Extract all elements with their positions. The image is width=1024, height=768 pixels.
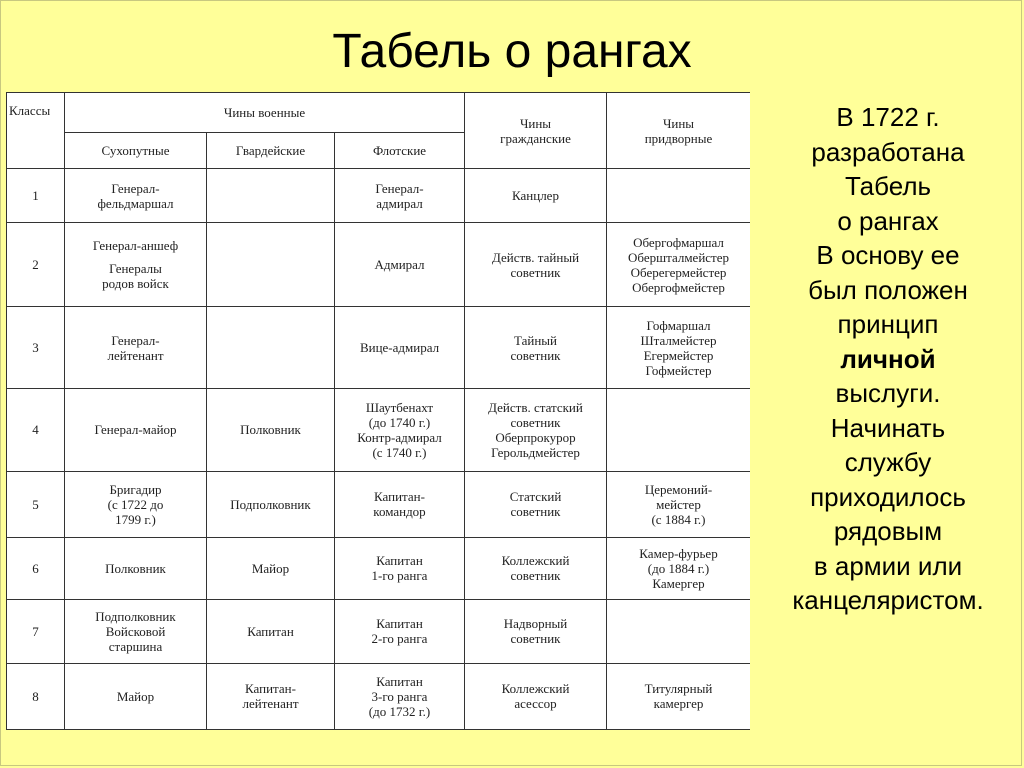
- side-text-line: Табель: [844, 171, 932, 201]
- rank-cell-line: асессор: [514, 696, 557, 712]
- header-civil: [465, 93, 607, 169]
- rank-cell-line: лейтенант: [242, 696, 299, 712]
- rank-cell-court: [607, 537, 751, 599]
- rank-cell-civil: [465, 599, 607, 663]
- rank-cell-civil: [465, 471, 607, 537]
- rank-cell-guards: [207, 223, 335, 307]
- rank-cell-land: [65, 389, 207, 471]
- rank-cell-court: [607, 307, 751, 389]
- class-number: 8: [7, 663, 65, 729]
- rank-cell-civil: [465, 663, 607, 729]
- rank-cell-guards: [207, 537, 335, 599]
- rank-cell-land: [65, 307, 207, 389]
- rank-cell-court: [607, 389, 751, 471]
- rank-cell-naval: [335, 389, 465, 471]
- class-number: 2: [7, 223, 65, 307]
- rank-cell-line: Статский: [509, 489, 562, 505]
- rank-cell-guards: [207, 169, 335, 223]
- rank-cell-line: Адмирал: [374, 257, 425, 273]
- rank-cell-line: Генералы: [109, 261, 162, 277]
- rank-cell-line: командор: [373, 504, 426, 520]
- rank-cell-line: Капитан: [376, 553, 423, 569]
- rank-cell-line: Камер-фурьер: [639, 545, 718, 561]
- rank-cell-civil: [465, 307, 607, 389]
- table-row: [7, 471, 751, 537]
- rank-cell-line: адмирал: [376, 195, 423, 211]
- header-court-line-2: придворные: [644, 130, 713, 146]
- rank-cell-line: Полковник: [240, 422, 301, 438]
- rank-cell-line: Коллежский: [501, 681, 570, 697]
- rank-cell-line: Генерал-майор: [94, 422, 177, 438]
- rank-cell-line: Тайный: [514, 332, 557, 348]
- rank-cell-guards: [207, 307, 335, 389]
- rank-cell-land: [65, 169, 207, 223]
- rank-cell-line: Капитан: [247, 623, 294, 639]
- rank-cell-court: [607, 599, 751, 663]
- rank-cell-naval: [335, 537, 465, 599]
- rank-cell-line: Надворный: [503, 616, 568, 632]
- side-text-line: выслуги.: [835, 378, 941, 408]
- side-text-line: был положен: [808, 274, 968, 305]
- rank-cell-line: Герольдмейстер: [491, 444, 580, 460]
- class-number: 7: [7, 599, 65, 663]
- rank-cell-court: [607, 223, 751, 307]
- rank-cell-naval: [335, 223, 465, 307]
- table-of-ranks: [6, 92, 750, 730]
- table-row: [7, 223, 751, 307]
- header-court: [607, 93, 751, 169]
- rank-cell-naval: [335, 169, 465, 223]
- rank-cell-line: Капитан: [376, 616, 423, 632]
- rank-cell-court: [607, 663, 751, 729]
- side-text-line: службу: [844, 447, 932, 477]
- rank-cell-line: Канцлер: [512, 188, 559, 204]
- class-number: 1: [7, 169, 65, 223]
- side-text-line: в армии или: [813, 550, 963, 581]
- rank-cell-line: камергер: [653, 696, 704, 712]
- header-naval: Флотские: [335, 133, 465, 169]
- rank-cell-line: Вице-адмирал: [359, 340, 440, 356]
- rank-cell-line: лейтенант: [107, 347, 164, 363]
- table-row: [7, 599, 751, 663]
- side-text-line: канцеляристом.: [792, 585, 984, 615]
- rank-cell-line: Егермейстер: [643, 347, 714, 363]
- rank-cell-line: советник: [510, 414, 561, 430]
- rank-cell-line: Контр-адмирал: [357, 429, 442, 445]
- rank-cell-line: Майор: [251, 560, 290, 576]
- rank-cell-line: (с 1884 г.): [651, 511, 706, 527]
- side-text-line: В 1722 г.: [836, 102, 940, 132]
- class-number: 4: [7, 389, 65, 471]
- table-row: [7, 537, 751, 599]
- rank-cell-line: Капитан-: [374, 489, 425, 505]
- class-number: 5: [7, 471, 65, 537]
- class-number: 3: [7, 307, 65, 389]
- rank-cell-line: (до 1884 г.): [647, 560, 710, 576]
- rank-cell-court: [607, 169, 751, 223]
- rank-cell-line: Капитан-: [245, 681, 296, 697]
- rank-cell-line: Обершталмейстер: [628, 249, 729, 265]
- rank-cell-line: мейстер: [656, 496, 701, 512]
- rank-cell-line: Гофмаршал: [646, 317, 711, 333]
- side-text-line: рядовым: [833, 516, 943, 546]
- rank-cell-line: Капитан: [376, 673, 423, 689]
- rank-cell-naval: [335, 599, 465, 663]
- rank-cell-line: 1-го ранга: [371, 568, 428, 584]
- rank-cell-line: Бригадир: [109, 481, 162, 497]
- rank-cell-line: советник: [510, 504, 561, 520]
- rank-cell-line: Обергофмейстер: [632, 279, 725, 295]
- rank-cell-line: Полковник: [105, 560, 166, 576]
- rank-cell-line: Шталмейстер: [640, 332, 717, 348]
- side-text-line: приходилось: [810, 481, 966, 512]
- rank-cell-line: 2-го ранга: [371, 631, 428, 647]
- rank-cell-line: Генерал-: [111, 332, 160, 348]
- ranks-table: [6, 92, 750, 730]
- header-guards: Гвардейские: [207, 133, 335, 169]
- rank-cell-line: 1799 г.): [115, 511, 156, 527]
- rank-cell-land: [65, 223, 207, 307]
- rank-cell-line: Титулярный: [644, 681, 713, 697]
- rank-cell-guards: [207, 663, 335, 729]
- rank-cell-line: советник: [510, 568, 561, 584]
- rank-cell-line: Генерал-аншеф: [92, 238, 179, 254]
- side-description: [752, 100, 1024, 618]
- rank-cell-line: (до 1732 г.): [368, 703, 431, 719]
- rank-cell-line: Войсковой: [105, 623, 166, 639]
- rank-cell-line: Генерал-: [375, 180, 424, 196]
- side-text-line: принцип: [837, 309, 939, 339]
- table-row: [7, 307, 751, 389]
- side-text-line: о рангах: [837, 205, 939, 236]
- rank-cell-civil: [465, 223, 607, 307]
- rank-cell-line: Оберпрокурор: [495, 429, 576, 445]
- rank-cell-line: Церемоний-: [644, 481, 713, 497]
- rank-cell-line: Камергер: [652, 575, 705, 591]
- header-civil-line-1: Чины: [519, 115, 552, 131]
- rank-cell-naval: [335, 663, 465, 729]
- rank-cell-line: Обергофмаршал: [633, 234, 724, 250]
- rank-cell-line: Оберегермейстер: [630, 264, 727, 280]
- rank-cell-court: [607, 471, 751, 537]
- rank-cell-naval: [335, 307, 465, 389]
- table-row: [7, 389, 751, 471]
- rank-cell-line: Действ. тайный: [491, 249, 580, 265]
- rank-cell-land: [65, 537, 207, 599]
- rank-cell-line: Подполковник: [95, 608, 176, 624]
- rank-cell-line: фельдмаршал: [97, 195, 174, 211]
- rank-cell-land: [65, 599, 207, 663]
- header-land: Сухопутные: [65, 133, 207, 169]
- ranks-table-body: [7, 169, 751, 730]
- side-text-line: разработана: [811, 136, 965, 167]
- rank-cell-line: Действ. статский: [488, 399, 583, 415]
- slide-title: Табель о рангах: [332, 25, 692, 78]
- rank-cell-civil: [465, 389, 607, 471]
- rank-cell-line: 3-го ранга: [371, 688, 428, 704]
- class-number: 6: [7, 537, 65, 599]
- rank-cell-line: родов войск: [102, 276, 169, 292]
- rank-cell-guards: [207, 599, 335, 663]
- rank-cell-line: Генерал-: [111, 180, 160, 196]
- rank-cell-civil: [465, 537, 607, 599]
- rank-cell-line: советник: [510, 631, 561, 647]
- side-text-line: Начинать: [830, 412, 946, 443]
- rank-cell-line: Майор: [116, 688, 155, 704]
- rank-cell-line: (до 1740 г.): [368, 414, 431, 430]
- rank-cell-land: [65, 471, 207, 537]
- rank-cell-line: советник: [510, 264, 561, 280]
- header-classes: Классы: [7, 93, 65, 169]
- side-text-line: личной: [840, 343, 936, 374]
- header-civil-line-2: гражданские: [500, 130, 571, 146]
- rank-cell-line: Подполковник: [230, 496, 311, 512]
- rank-cell-naval: [335, 471, 465, 537]
- rank-cell-line: (с 1740 г.): [372, 444, 427, 460]
- rank-cell-line: Шаутбенахт: [365, 399, 434, 415]
- rank-cell-guards: [207, 471, 335, 537]
- rank-cell-land: [65, 663, 207, 729]
- rank-cell-guards: [207, 389, 335, 471]
- table-row: [7, 663, 751, 729]
- rank-cell-line: старшина: [108, 638, 163, 654]
- side-text-line: В основу ее: [816, 240, 960, 270]
- rank-cell-line: Коллежский: [501, 553, 570, 569]
- rank-cell-civil: [465, 169, 607, 223]
- header-court-line-1: Чины: [662, 115, 695, 131]
- rank-cell-line: советник: [510, 347, 561, 363]
- header-military: Чины военные: [65, 93, 465, 133]
- table-row: [7, 169, 751, 223]
- rank-cell-line: (с 1722 до: [107, 496, 164, 512]
- rank-cell-line: Гофмейстер: [645, 362, 712, 378]
